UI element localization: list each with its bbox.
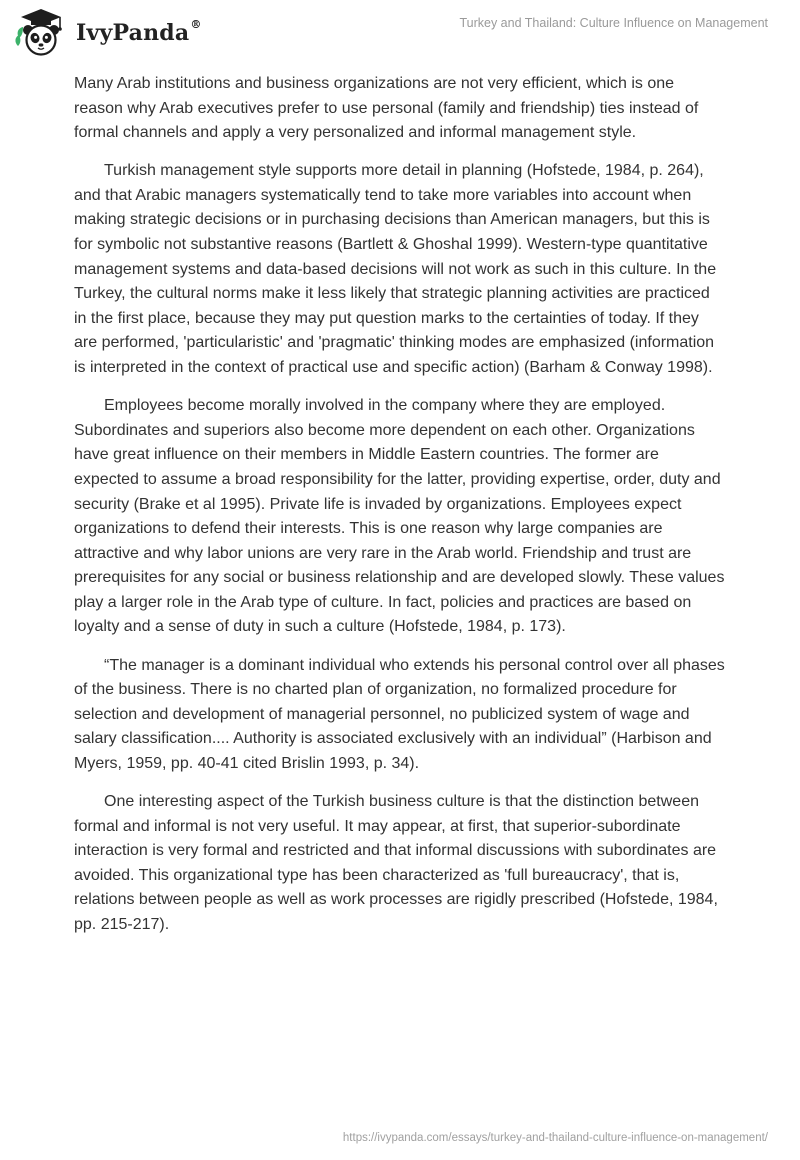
page-header (0, 0, 800, 70)
paragraph: “The manager is a dominant individual who extends his personal control over all phases of the business. There is no charted plan of organization, no formalized procedure for selection and development of managerial personnel, no publicized system of wage and salary classification.... Authority is associated exclusively with an individual” (Harbison and Myers, 1959, pp. 40-41 cited Brislin 1993, p. 34). (74, 656, 725, 772)
logo-wordmark (76, 20, 202, 46)
registered-mark: ® (190, 18, 202, 31)
ivypanda-logo[interactable] (14, 6, 202, 60)
panda-graduation-cap-icon (14, 6, 68, 60)
paragraph: Turkish management style supports more detail in planning (Hofstede, 1984, p. 264), and that Arabic managers systematically tend to take more variables into account when making strategic decisions or in purchasing decisions than American managers, but this is for symbolic not substantive reasons (Bartlett & Ghoshal 1999). Western-type quantitative management systems and data-based decisions will not work as such in this culture. In the Turkey, the cultural norms make it less likely that strategic planning activities are practiced in the first place, because they may put question marks to the certainties of today. If they are performed, 'particularistic' and 'pragmatic' thinking modes are emphasized (information is interpreted in the context of practical use and specific action) (Barham & Conway 1998). (74, 162, 717, 377)
paragraph: Many Arab institutions and business organizations are not very efficient, which is one reason why Arab executives prefer to use personal (family and friendship) ties instead of formal channels and apply a very personalized and informal management style. (74, 75, 699, 142)
logo-name: IvyPanda (76, 20, 190, 46)
essay-body (74, 72, 726, 951)
document-title: Turkey and Thailand: Culture Influence on Management (459, 16, 768, 30)
paragraph: Employees become morally involved in the company where they are employed. Subordinates and superiors also become more dependent on each other. Organizations have great influence on their members in Middle Eastern countries. The former are expected to assume a broad responsibility for the latter, providing expertise, order, duty and security (Brake et al 1995). Private life is invaded by organizations. Employees expect organizations to defend their interests. This is one reason why large companies are attractive and why labor unions are very rare in the Arab world. Friendship and trust are prerequisites for any social or business relationship and are developed slowly. These values play a larger role in the Arab type of culture. In fact, policies and practices are based on loyalty and a sense of duty in such a culture (Hofstede, 1984, p. 173). (74, 397, 725, 636)
source-url[interactable]: https://ivypanda.com/essays/turkey-and-thailand-culture-influence-on-management/ (342, 1132, 768, 1144)
paragraph: One interesting aspect of the Turkish business culture is that the distinction between formal and informal is not very useful. It may appear, at first, that superior-subordinate interaction is very formal and restricted and that informal discussions with subordinates are avoided. This organizational type has been characterized as 'full bureaucracy', that is, relations between people as well as work processes are rigidly prescribed (Hofstede, 1984, pp. 215-217). (74, 793, 718, 933)
